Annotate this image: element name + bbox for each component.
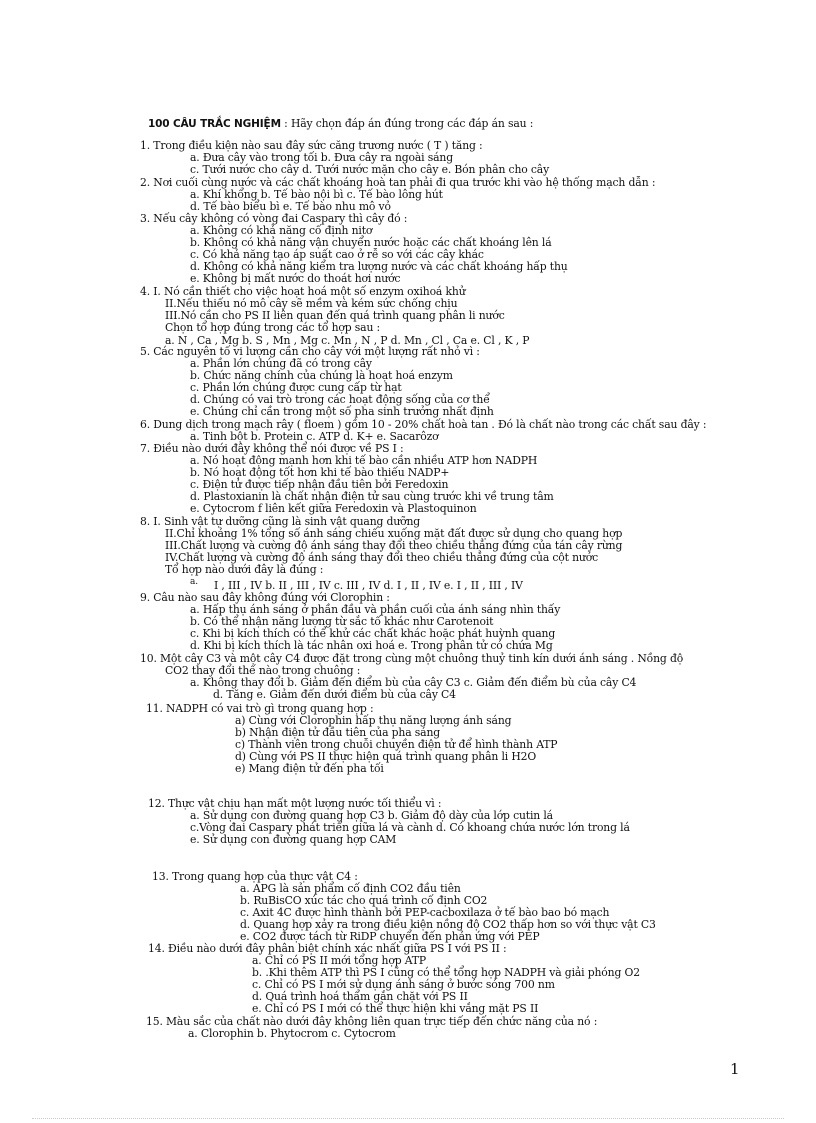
answer-line: a. Khí khổng b. Tế bào nội bì c. Tế bào lông hút <box>190 188 443 201</box>
answer-marker: a. <box>190 577 198 587</box>
statement-line: Tổ hợp nào dưới đây là đúng : <box>165 563 324 576</box>
question-7: 7. Điều nào dưới đây không thể nói được về PS I : <box>140 442 404 455</box>
answer-line: a. Hấp thụ ánh sáng ở phần đầu và phần cuối của ánh sáng nhìn thấy <box>190 603 561 616</box>
question-13: 13. Trong quang hợp của thực vật C4 : <box>152 870 358 883</box>
answer-line: d) Cùng với PS II thực hiện quá trình quang phân li H2O <box>235 750 537 763</box>
answer-line: d. Plastoxianin là chất nhận điện tử sau cùng trước khi về trung tâm <box>190 490 554 503</box>
answer-line: c. Axit 4C được hình thành bởi PEP-cacboxilaza ở tế bào bao bó mạch <box>240 906 610 919</box>
answer-line: a. Không có khả năng cố định nitơ <box>190 224 373 237</box>
question-15: 15. Màu sắc của chất nào dưới đây không liên quan trực tiếp đến chức năng của nó : <box>146 1015 598 1028</box>
answer-line: d. Tế bào biểu bì e. Tế bào nhu mô vỏ <box>190 200 391 213</box>
answer-line: a. Không thay đổi b. Giảm đến điểm bù của cây C3 c. Giảm đến điểm bù của cây C4 <box>190 676 637 689</box>
question-6: 6. Dung dịch trong mạch rây ( floem ) gồm 10 - 20% chất hoà tan . Đó là chất nào trong các chất sau đây : <box>140 418 707 431</box>
answer-line: e. Cytocrom f liên kết giữa Feredoxin và Plastoquinon <box>190 502 477 515</box>
answer-line: b) Nhận điện tử đầu tiên của pha sáng <box>235 726 441 739</box>
answer-line: b. Không có khả năng vận chuyển nước hoặc các chất khoáng lên lá <box>190 236 552 249</box>
answer-line: b. .Khi thêm ATP thì PS I cũng có thể tổng hợp NADPH và giải phóng O2 <box>252 966 640 979</box>
answer-line: I , III , IV b. II , III , IV c. III , IV d. I , II , IV e. I , II , III , IV <box>214 579 523 592</box>
answer-line: d. Tăng e. Giảm đến dưới điểm bù của cây C4 <box>213 688 456 701</box>
answer-line: c) Thành viên trong chuỗi chuyền điện tử để hình thành ATP <box>235 738 558 751</box>
question-10: 10. Một cây C3 và một cây C4 được đặt trong cùng một chuông thuỷ tinh kín dưới ánh sáng . Nồng độ <box>140 652 684 665</box>
question-3: 3. Nếu cây không có vòng đai Caspary thì cây đó : <box>140 212 408 225</box>
answer-line: a. Tinh bột b. Protein c. ATP d. K+ e. Sacarôzơ <box>190 430 439 443</box>
heading-instruction: : Hãy chọn đáp án đúng trong các đáp án sau : <box>284 117 534 130</box>
answer-line: b. Có thể nhận năng lượng từ sắc tố khác như Carotenoit <box>190 615 494 628</box>
question-8: 8. I. Sinh vật tự dưỡng cũng là sinh vật quang dưỡng <box>140 515 421 528</box>
question-2: 2. Nơi cuối cùng nước và các chất khoáng hoà tan phải đi qua trước khi vào hệ thống mạch dẫn : <box>140 176 656 189</box>
answer-line: e. Chỉ có PS I mới có thể thực hiện khi vắng mặt PS II <box>252 1002 539 1015</box>
statement-line: Chọn tổ hợp đúng trong các tổ hợp sau : <box>165 321 381 334</box>
answer-line: a. APG là sản phẩm cố định CO2 đầu tiên <box>240 882 461 895</box>
question-5: 5. Các nguyên tố vi lượng cần cho cây với một lượng rất nhỏ vì : <box>140 345 480 358</box>
answer-line: a. Đưa cây vào trong tối b. Đưa cây ra ngoài sáng <box>190 151 453 164</box>
answer-line: d. Quá trình hoá thẩm gắn chặt với PS II <box>252 990 468 1003</box>
statement-line: IV.Chất lượng và cường độ ánh sáng thay đổi theo chiều thẳng đứng của cột nước <box>165 551 598 564</box>
answer-line: b. Nó hoạt động tốt hơn khi tế bào thiếu NADP+ <box>190 466 450 479</box>
answer-line: b. Chức năng chính của chúng là hoạt hoá enzym <box>190 369 453 382</box>
statement-line: II.Chỉ khoảng 1% tổng số ánh sáng chiếu xuống mặt đất được sử dụng cho quang hợp <box>165 527 623 540</box>
answer-line: c.Vòng đai Caspary phát triển giữa lá và cành d. Có khoang chứa nước lớn trong lá <box>190 821 630 834</box>
answer-line: e. Chúng chỉ cần trong một số pha sinh trưởng nhất định <box>190 405 494 418</box>
answer-line: b. RuBisCO xúc tác cho quá trình cố định CO2 <box>240 894 488 907</box>
question-9: 9. Câu nào sau đây không đúng với Clorophin : <box>140 591 390 604</box>
answer-line: c. Chỉ có PS I mới sử dụng ánh sáng ở bước sóng 700 nm <box>252 978 555 991</box>
answer-line: a. Chỉ có PS II mới tổng hợp ATP <box>252 954 426 967</box>
answer-line: e. Không bị mất nước do thoát hơi nước <box>190 272 401 285</box>
answer-line: e) Mang điện tử đến pha tối <box>235 762 384 775</box>
answer-line: c. Điện tử được tiếp nhận đầu tiên bởi Feredoxin <box>190 478 449 491</box>
statement-line: III.Nó cần cho PS II liên quan đến quá trình quang phân li nước <box>165 309 505 322</box>
question-1: 1. Trong điều kiện nào sau đây sức căng trương nước ( T ) tăng : <box>140 139 483 152</box>
answer-line: d. Khi bị kích thích là tác nhân oxi hoá e. Trong phân tử có chứa Mg <box>190 639 553 652</box>
answer-line: d. Không có khả năng kiểm tra lượng nước và các chất khoáng hấp thụ <box>190 260 568 273</box>
answer-line: e. CO2 được tách từ RiDP chuyển đến phản ứng với PEP <box>240 930 540 943</box>
answer-line: a) Cùng với Clorophin hấp thụ năng lượng ánh sáng <box>235 714 512 727</box>
question-4: 4. I. Nó cần thiết cho việc hoạt hoá một số enzym oxihoá khử <box>140 285 466 298</box>
answer-line: a. Phần lớn chúng đã có trong cây <box>190 357 372 370</box>
answer-line: c. Phần lớn chúng được cung cấp từ hạt <box>190 381 402 394</box>
question-10-cont: CO2 thay đổi thế nào trong chuông : <box>165 664 361 677</box>
question-11: 11. NADPH có vai trò gì trong quang hợp : <box>146 702 374 715</box>
heading <box>148 118 533 130</box>
answer-line: d. Chúng có vai trò trong các hoạt động sống của cơ thể <box>190 393 490 406</box>
answer-line: d. Quang hợp xảy ra trong điều kiện nồng độ CO2 thấp hơn so với thực vật C3 <box>240 918 656 931</box>
answer-line: c. Tưới nước cho cây d. Tưới nước mặn cho cây e. Bón phân cho cây <box>190 163 550 176</box>
question-12: 12. Thực vật chịu hạn mất một lượng nước tối thiểu vì : <box>148 797 442 810</box>
answer-line: a. Sử dụng con đường quang hợp C3 b. Giảm độ dày của lớp cutin lá <box>190 809 553 822</box>
answer-line: a. Clorophin b. Phytocrom c. Cytocrom <box>188 1027 396 1040</box>
answer-line: c. Khi bị kích thích có thể khử các chất khác hoặc phát huỳnh quang <box>190 627 556 640</box>
page-number: 1 <box>730 1060 740 1078</box>
answer-line: c. Có khả năng tạo áp suất cao ở rễ so với các cây khác <box>190 248 484 261</box>
statement-line: III.Chất lượng và cường độ ánh sáng thay đổi theo chiều thẳng đứng của tán cây rừng <box>165 539 623 552</box>
answer-line: a. Nó hoạt động mạnh hơn khi tế bào cần nhiều ATP hơn NADPH <box>190 454 538 467</box>
question-14: 14. Điều nào dưới đây phân biệt chính xác nhất giữa PS I với PS II : <box>148 942 507 955</box>
answer-line: e. Sử dụng con đường quang hợp CAM <box>190 833 397 846</box>
answer-line: a. N , Ca , Mg b. S , Mn , Mg c. Mn , N , P d. Mn , Cl , Ca e. Cl , K , P <box>165 334 530 347</box>
heading-bold: 100 CÂU TRẮC NGHIỆM <box>148 118 281 130</box>
footer-divider <box>32 1118 784 1119</box>
statement-line: II.Nếu thiếu nó mô cây sẽ mềm và kém sức chống chịu <box>165 297 458 310</box>
